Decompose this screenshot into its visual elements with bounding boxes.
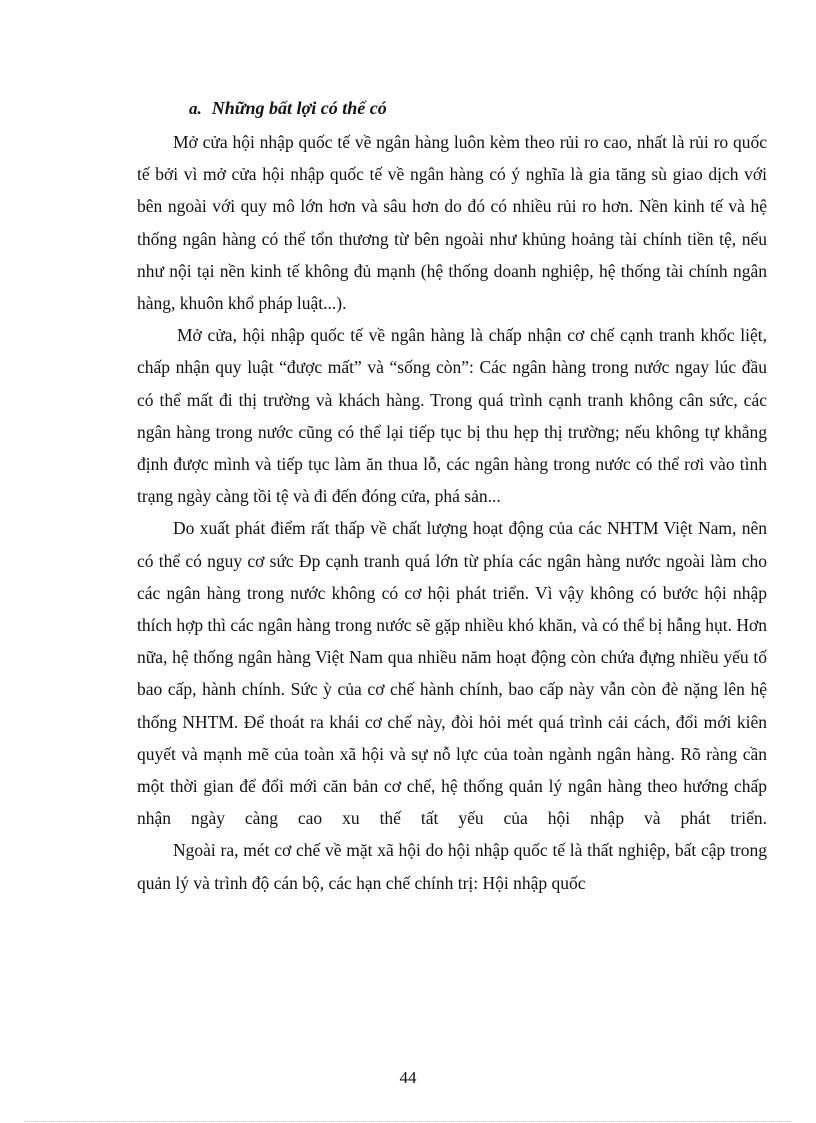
section-marker: a. [189,99,202,118]
paragraph-2: Mở cửa, hội nhập quốc tế về ngân hàng là chấp nhận cơ chế cạnh tranh khốc liệt, chấp nhận quy luật “được mất” và “sống còn”: Các ngân hàng trong nước ngay lúc đầu có thể mất đi thị trường và khách hàng. Trong quá trình cạnh tranh không cân sức, các ngân hàng trong nước cũng có thể lại tiếp tục bị thu hẹp thị trường; nếu không tự khẳng định được mình và tiếp tục làm ăn thua lỗ, các ngân hàng trong nước có thể rơi vào tình trạng ngày càng tồi tệ và đi đến đóng cửa, phá sản... [137,325,767,507]
footer-divider [24,1121,792,1122]
page-number: 44 [399,1068,417,1087]
paragraph-4: Ngoài ra, mét cơ chế về mặt xã hội do hội nhập quốc tế là thất nghiệp, bất cập trong quản lý và trình độ cán bộ, các hạn chế chính trị: Hội nhập quốc [137,840,767,893]
section-title: Những bất lợi có thể có [211,98,387,118]
paragraph-1: Mở cửa hội nhập quốc tế về ngân hàng luôn kèm theo rủi ro cao, nhất là rủi ro quốc tế bởi vì mở cửa hội nhập quốc tế về ngân hàng có ý nghĩa là gia tăng sù giao dịch với bên ngoài với quy mô lớn hơn và sâu hơn do đó có nhiều rủi ro hơn. Nền kinh tế và hệ thống ngân hàng có thể tổn thương từ bên ngoài như khủng hoảng tài chính tiền tệ, nếu như nội tại nền kinh tế không đủ mạnh (hệ thống doanh nghiệp, hệ thống tài chính ngân hàng, khuôn khổ pháp luật...). [137,132,767,314]
body-text [137,126,767,899]
paragraph-3: Do xuất phát điểm rất thấp về chất lượng hoạt động của các NHTM Việt Nam, nên có thể có nguy cơ sức Đp cạnh tranh quá lớn từ phía các ngân hàng nước ngoài làm cho các ngân hàng trong nước không có cơ hội phát triển. Vì vậy không có bước hội nhập thích hợp thì các ngân hàng trong nước sẽ gặp nhiều khó khăn, và có thể bị hẫng hụt. Hơn nữa, hệ thống ngân hàng Việt Nam qua nhiều năm hoạt động còn chứa đựng nhiều yếu tố bao cấp, hành chính. Sức ỳ của cơ chế hành chính, bao cấp này vẫn còn đè nặng lên hệ thống NHTM. Để thoát ra khái cơ chế này, đòi hỏi mét quá trình cải cách, đổi mới kiên quyết và mạnh mẽ của toàn xã hội và sự nỗ lực của toàn ngành ngân hàng. Rõ ràng cần một thời gian để đổi mới căn bản cơ chế, hệ thống quản lý ngân hàng theo hướng chấp nhận ngày càng cao xu thế tất yếu của hội nhập và phát triển. [137,518,767,829]
section-heading [189,98,387,119]
